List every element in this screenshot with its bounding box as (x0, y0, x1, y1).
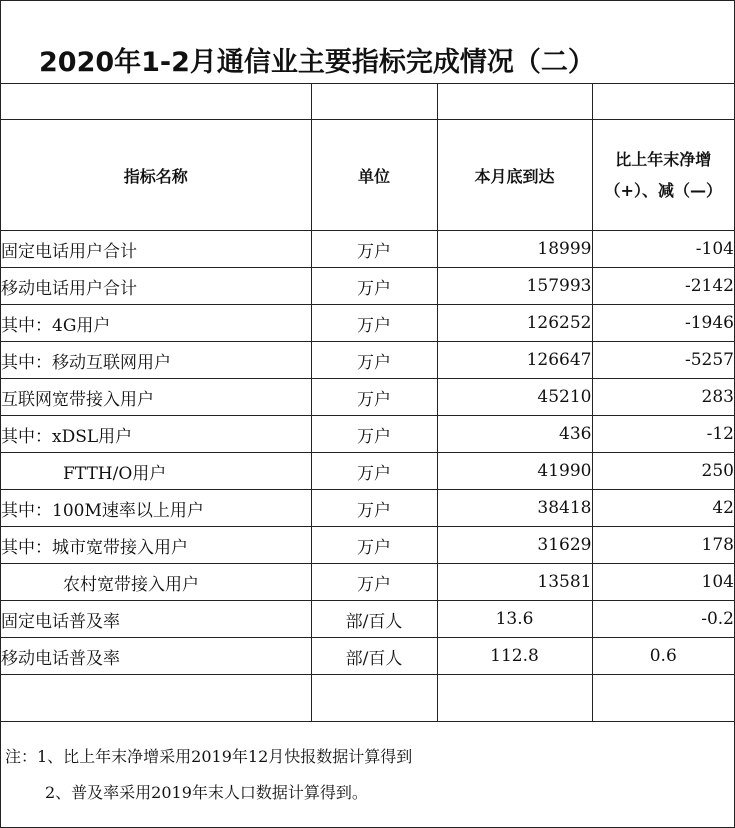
table-row (1, 601, 734, 638)
indicator-change: 0.6 (592, 638, 734, 675)
indicator-value: 13.6 (437, 601, 592, 638)
indicator-name: 其中：xDSL用户 (1, 416, 311, 453)
indicator-value: 157993 (437, 268, 592, 305)
indicator-unit: 万户 (311, 453, 437, 490)
table-row (1, 268, 734, 305)
indicator-value: 13581 (437, 564, 592, 601)
indicator-change: 250 (592, 453, 734, 490)
indicator-value: 31629 (437, 527, 592, 564)
table-row (1, 638, 734, 675)
indicator-name: 固定电话普及率 (1, 601, 311, 638)
indicator-unit: 万户 (311, 379, 437, 416)
header-unit: 单位 (311, 120, 437, 231)
indicator-change: 104 (592, 564, 734, 601)
indicator-unit: 万户 (311, 527, 437, 564)
indicator-name: 农村宽带接入用户 (1, 564, 311, 601)
table-row (1, 342, 734, 379)
indicator-value: 126252 (437, 305, 592, 342)
indicator-name: 移动电话普及率 (1, 638, 311, 675)
indicator-change: -5257 (592, 342, 734, 379)
indicator-unit: 万户 (311, 268, 437, 305)
header-change: 比上年末净增（+）、减（—） (592, 120, 734, 231)
indicator-name: 移动电话用户合计 (1, 268, 311, 305)
indicator-change: -12 (592, 416, 734, 453)
indicator-change: -2142 (592, 268, 734, 305)
empty-row (1, 675, 734, 722)
table-row (1, 231, 734, 268)
indicator-name: 其中：4G用户 (1, 305, 311, 342)
indicator-change: -104 (592, 231, 734, 268)
table-row (1, 379, 734, 416)
indicator-name: 固定电话用户合计 (1, 231, 311, 268)
table-row (1, 527, 734, 564)
indicator-change: -1946 (592, 305, 734, 342)
table-row (1, 453, 734, 490)
indicator-unit: 万户 (311, 342, 437, 379)
indicator-value: 41990 (437, 453, 592, 490)
indicator-value: 45210 (437, 379, 592, 416)
table-row (1, 416, 734, 453)
indicator-unit: 万户 (311, 231, 437, 268)
header-name: 指标名称 (1, 120, 311, 231)
indicator-value: 38418 (437, 490, 592, 527)
indicator-table (1, 84, 734, 722)
indicator-change: 178 (592, 527, 734, 564)
indicator-name: 其中：移动互联网用户 (1, 342, 311, 379)
indicator-name: FTTH/O用户 (1, 453, 311, 490)
indicator-value: 18999 (437, 231, 592, 268)
table-row (1, 564, 734, 601)
spacer-row (1, 84, 734, 120)
indicator-unit: 万户 (311, 416, 437, 453)
notes-section (1, 721, 734, 827)
indicator-name: 其中：100M速率以上用户 (1, 490, 311, 527)
table-row (1, 490, 734, 527)
table-row (1, 305, 734, 342)
indicator-unit: 部/百人 (311, 638, 437, 675)
indicator-unit: 万户 (311, 305, 437, 342)
indicator-change: 283 (592, 379, 734, 416)
indicator-name: 其中：城市宽带接入用户 (1, 527, 311, 564)
indicator-value: 436 (437, 416, 592, 453)
indicator-unit: 万户 (311, 564, 437, 601)
header-current: 本月底到达 (437, 120, 592, 231)
indicator-unit: 部/百人 (311, 601, 437, 638)
header-row (1, 120, 734, 231)
page-title: 2020年1-2月通信业主要指标完成情况（二） (1, 1, 734, 84)
note-2: 2、普及率采用2019年末人口数据计算得到。 (45, 783, 368, 802)
indicator-value: 126647 (437, 342, 592, 379)
note-1: 注：1、比上年末净增采用2019年12月快报数据计算得到 (5, 747, 413, 766)
indicator-change: -0.2 (592, 601, 734, 638)
indicator-name: 互联网宽带接入用户 (1, 379, 311, 416)
indicator-change: 42 (592, 490, 734, 527)
indicator-value: 112.8 (437, 638, 592, 675)
indicator-unit: 万户 (311, 490, 437, 527)
